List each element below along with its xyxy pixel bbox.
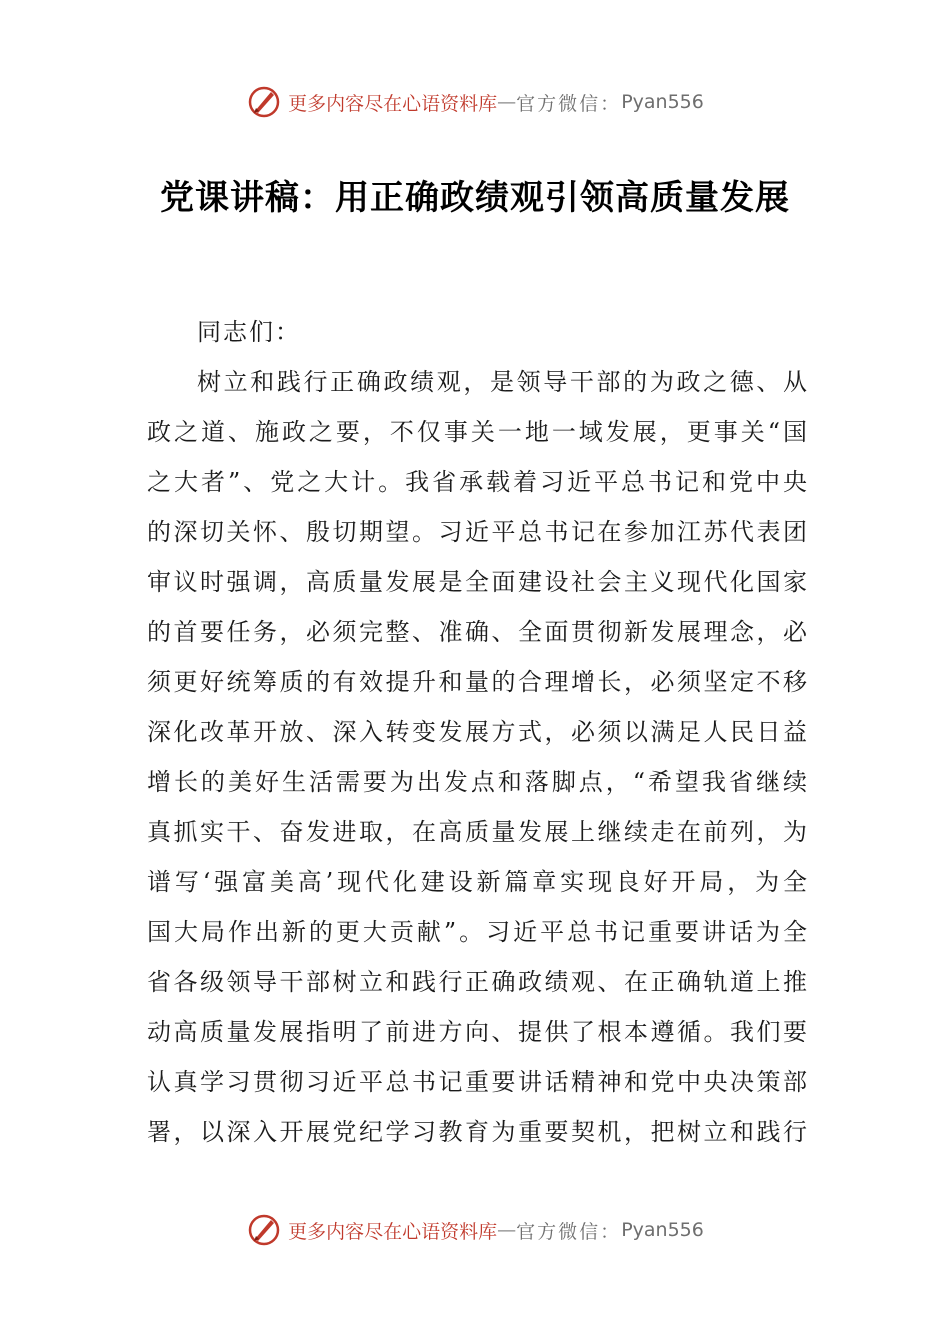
text-line: 之大者”、党之大计。我省承载着习近平总书记和党中央 xyxy=(147,468,807,496)
text-line: 的深切关怀、殷切期望。习近平总书记在参加江苏代表团 xyxy=(147,518,807,546)
text-line: 国大局作出新的更大贡献”。习近平总书记重要讲话为全 xyxy=(147,918,807,946)
text-line: 省各级领导干部树立和践行正确政绩观、在正确轨道上推 xyxy=(147,968,807,996)
watermark-header xyxy=(0,82,950,122)
text-line: 增长的美好生活需要为出发点和落脚点，“希望我省继续 xyxy=(147,768,807,796)
watermark-main-text: 更多内容尽在心语资料库 xyxy=(288,1220,498,1243)
text-line: 署，以深入开展党纪学习教育为重要契机，把树立和践行 xyxy=(147,1118,807,1146)
text-line: 认真学习贯彻习近平总书记重要讲话精神和党中央决策部 xyxy=(147,1068,807,1096)
text-line: 谱写‘强富美高’现代化建设新篇章实现良好开局，为全 xyxy=(147,868,807,896)
text-line: 树立和践行正确政绩观，是领导干部的为政之德、从 xyxy=(197,368,807,396)
text-line: 须更好统筹质的有效提升和量的合理增长，必须坚定不移 xyxy=(147,668,807,696)
watermark-main-text: 更多内容尽在心语资料库 xyxy=(288,92,498,115)
watermark-separator: — xyxy=(497,91,517,113)
quill-pen-icon xyxy=(246,1212,282,1248)
text-line: 审议时强调，高质量发展是全面建设社会主义现代化国家 xyxy=(147,568,807,596)
document-body xyxy=(147,307,807,1157)
text-line: 深化改革开放、深入转变发展方式，必须以满足人民日益 xyxy=(147,718,807,746)
document-title: 党课讲稿：用正确政绩观引领高质量发展 xyxy=(160,178,790,218)
watermark-wechat-label: 官方微信： xyxy=(516,92,622,115)
text-line: 真抓实干、奋发进取，在高质量发展上继续走在前列，为 xyxy=(147,818,807,846)
text-line: 的首要任务，必须完整、准确、全面贯彻新发展理念，必 xyxy=(147,618,807,646)
greeting: 同志们： xyxy=(197,318,301,346)
watermark-wechat-id: Pyan556 xyxy=(621,91,704,113)
watermark-wechat-label: 官方微信： xyxy=(516,1220,622,1243)
text-line: 政之道、施政之要，不仅事关一地一域发展，更事关“国 xyxy=(147,418,807,446)
watermark-footer xyxy=(0,1210,950,1250)
watermark-wechat-id: Pyan556 xyxy=(621,1219,704,1241)
watermark-separator: — xyxy=(497,1219,517,1241)
text-line: 动高质量发展指明了前进方向、提供了根本遵循。我们要 xyxy=(147,1018,807,1046)
quill-pen-icon xyxy=(246,84,282,120)
